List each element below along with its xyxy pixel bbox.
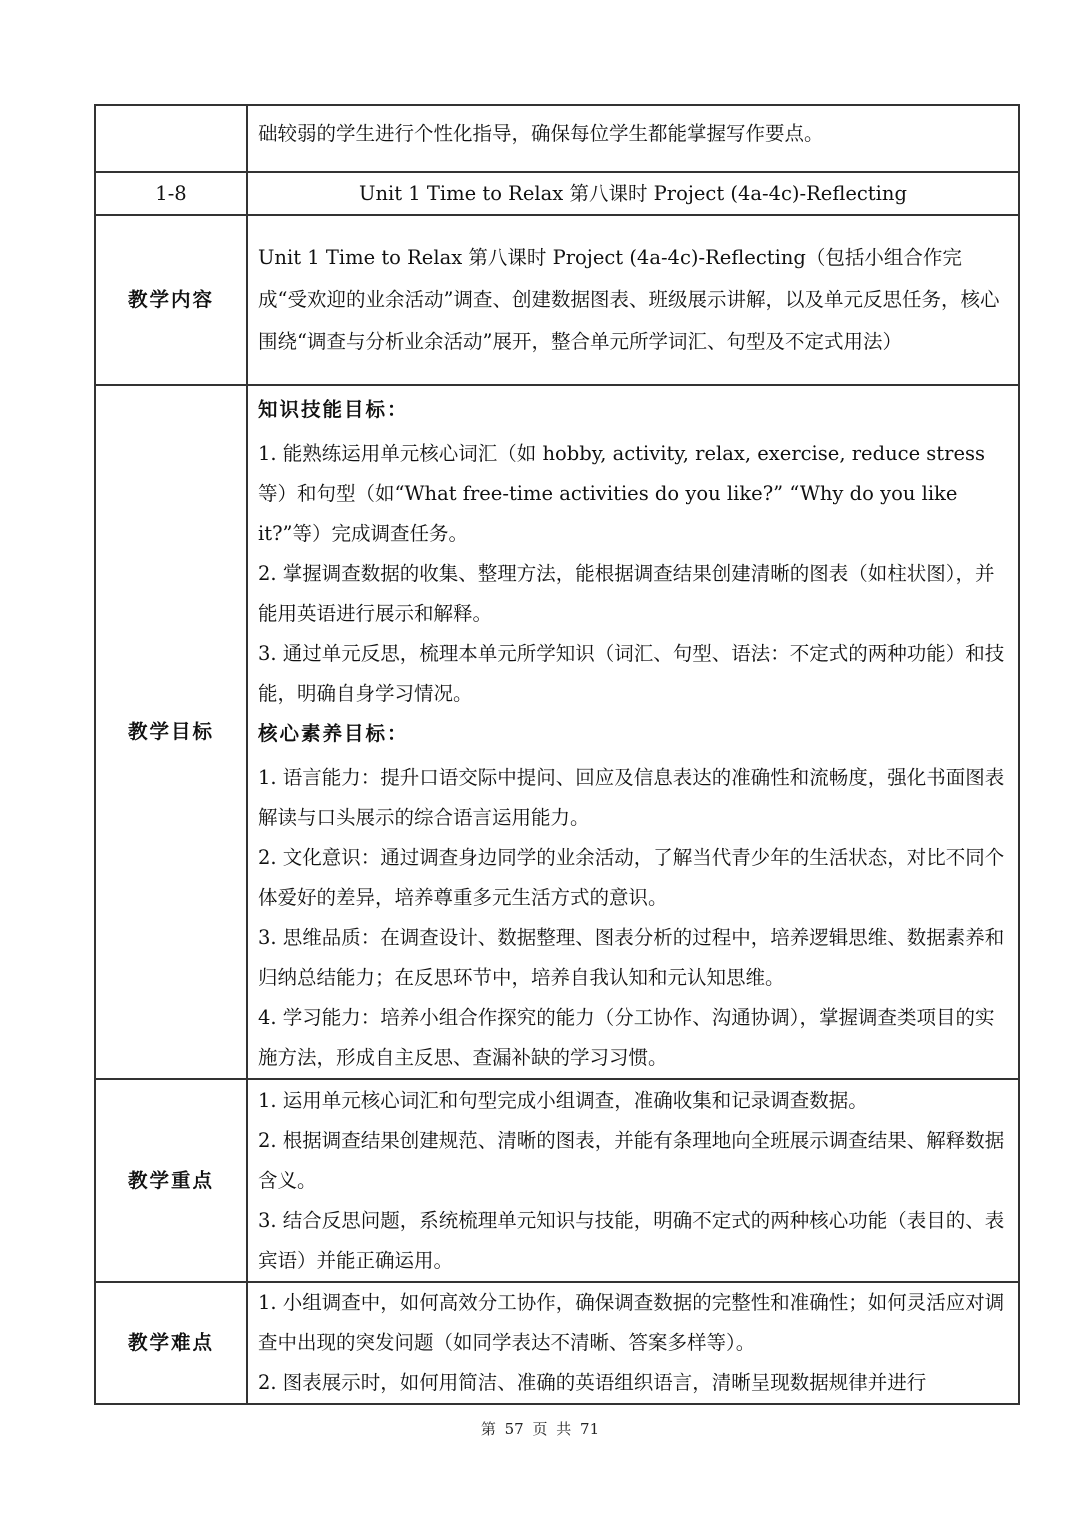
content-text: Unit 1 Time to Relax 第八课时 Project (4a-4c)-Reflecting（包括小组合作完成“受欢迎的业余活动”调查、创建数据图表、班级展示讲解，以及单元反思任务，核心围绕“调查与分析业余活动”展开，整合单元所学词汇、句型及不定式用法） (258, 246, 1000, 353)
core-goal-item: 2. 文化意识：通过调查身边同学的业余活动，了解当代青少年的生活状态，对比不同个体爱好的差异，培养尊重多元生活方式的意识。 (258, 846, 1005, 909)
goals-cell (247, 385, 1019, 1079)
table-row (95, 215, 1019, 385)
difficult-point-item: 1. 小组调查中，如何高效分工协作，确保调查数据的完整性和准确性；如何灵活应对调查中出现的突发问题（如同学表达不清晰、答案多样等）。 (258, 1291, 1005, 1354)
table-row (95, 385, 1019, 1079)
lesson-plan-table (94, 104, 1020, 1405)
table-row (95, 172, 1019, 215)
continued-text: 础较弱的学生进行个性化指导，确保每位学生都能掌握写作要点。 (258, 122, 824, 145)
core-goals-heading: 核心素养目标： (258, 722, 409, 745)
difficult-point-item: 2. 图表展示时，如何用简洁、准确的英语组织语言，清晰呈现数据规律并进行 (258, 1371, 927, 1394)
goals-label: 教学目标 (95, 385, 247, 1079)
lesson-number: 1-8 (95, 172, 247, 215)
page-footer: 第 57 页 共 71 (480, 1420, 600, 1438)
empty-label-cell (95, 105, 247, 172)
key-point-item: 2. 根据调查结果创建规范、清晰的图表，并能有条理地向全班展示调查结果、解释数据含义。 (258, 1128, 1005, 1192)
key-points-cell (247, 1079, 1019, 1282)
key-point-item: 3. 结合反思问题，系统梳理单元知识与技能，明确不定式的两种核心功能（表目的、表宾语）并能正确运用。 (258, 1208, 1005, 1272)
table-row (95, 1079, 1019, 1282)
knowledge-goal-item: 2. 掌握调查数据的收集、整理方法，能根据调查结果创建清晰的图表（如柱状图），并能用英语进行展示和解释。 (258, 562, 995, 625)
key-points-label: 教学重点 (95, 1079, 247, 1282)
key-point-item: 1. 运用单元核心词汇和句型完成小组调查，准确收集和记录调查数据。 (258, 1088, 868, 1112)
content-cell (247, 215, 1019, 385)
lesson-title: Unit 1 Time to Relax 第八课时 Project (4a-4c)-Reflecting (247, 172, 1019, 215)
knowledge-goal-item: 1. 能熟练运用单元核心词汇（如 hobby, activity, relax, exercise, reduce stress 等）和句型（如“What free-time activities do you like?” “Why do you like it?”等）完成调查任务。 (258, 442, 986, 545)
continued-text-cell (247, 105, 1019, 172)
knowledge-goal-item: 3. 通过单元反思，梳理本单元所学知识（词汇、句型、语法：不定式的两种功能）和技能，明确自身学习情况。 (258, 642, 1005, 705)
content-label: 教学内容 (95, 215, 247, 385)
knowledge-goals-heading: 知识技能目标： (258, 398, 409, 421)
core-goal-item: 3. 思维品质：在调查设计、数据整理、图表分析的过程中，培养逻辑思维、数据素养和归纳总结能力；在反思环节中，培养自我认知和元认知思维。 (258, 926, 1005, 989)
table-row (95, 1282, 1019, 1404)
difficult-points-label: 教学难点 (95, 1282, 247, 1404)
core-goal-item: 4. 学习能力：培养小组合作探究的能力（分工协作、沟通协调），掌握调查类项目的实施方法，形成自主反思、查漏补缺的学习习惯。 (258, 1006, 995, 1069)
difficult-points-cell (247, 1282, 1019, 1404)
table-row (95, 105, 1019, 172)
core-goal-item: 1. 语言能力：提升口语交际中提问、回应及信息表达的准确性和流畅度，强化书面图表解读与口头展示的综合语言运用能力。 (258, 766, 1005, 829)
